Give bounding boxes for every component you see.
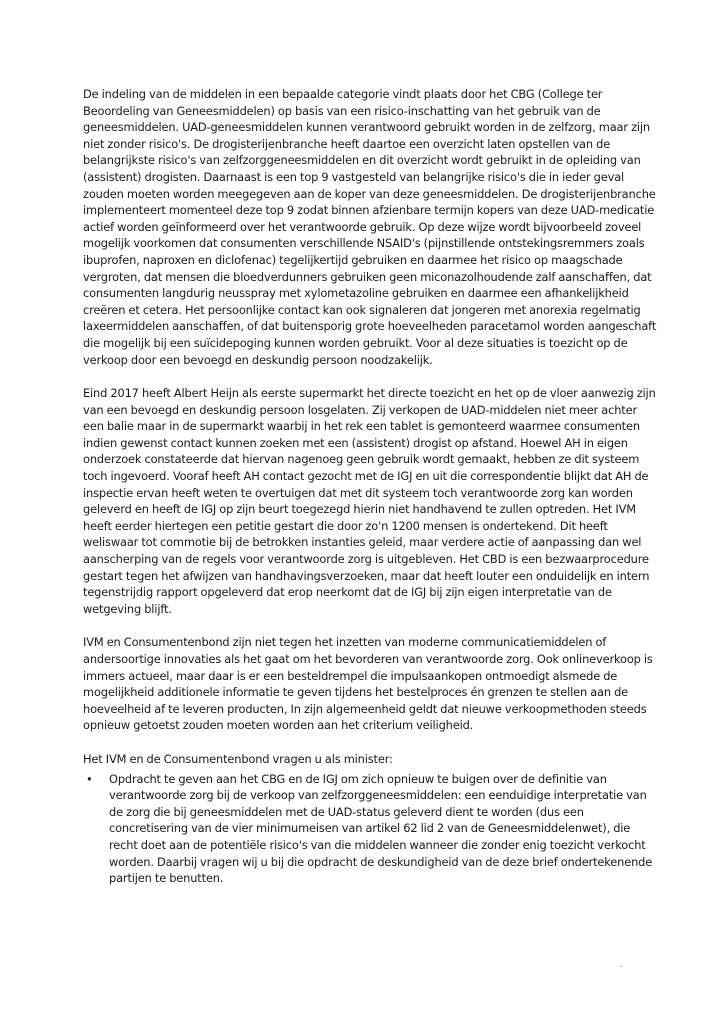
paragraph-albert-heijn: Eind 2017 heeft Albert Heijn als eerste supermarkt het directe toezicht en het op de vloer aanwezig zijn van een bevoegd en deskundig persoon losgelaten. Zij verkopen de UAD-middelen niet meer achter een balie maar in de supermarkt waarbij in het rek een tablet is gemonteerd waarmee consumenten indien gewenst contact kunnen zoeken met een (assistent) drogist op afstand. Hoewel AH in eigen onderzoek constateerde dat hiervan nagenoeg geen gebruik wordt gemaakt, hebben ze dit systeem toch ingevoerd. Vooraf heeft AH contact gezocht met de IGJ en uit die correspondentie blijkt dat AH de inspectie ervan heeft weten te overtuigen dat met dit systeem toch verantwoorde zorg kan worden geleverd en heeft de IGJ op zijn beurt toegezegd hierin niet handhavend te zullen optreden. Het IVM heeft eerder hiertegen een petitie gestart die door zo'n 1200 mensen is ondertekend. Dit heeft weliswaar tot commotie bij de betrokken instanties geleid, maar verdere actie of aanpassing dan wel aanscherping van de regels voor verantwoorde zorg is uitgebleven. Het CBD is een bezwaarprocedure gestart tegen het afwijzen van handhavingsverzoeken, maar dat heeft louter een onduidelijk en intern tegenstrijdig rapport opgeleverd dat erop neerkomt dat de IGJ bij zijn eigen interpretatie van de wetgeving blijft.	[83, 386, 656, 616]
bullet-icon: •	[86, 771, 93, 786]
scan-speck	[620, 965, 622, 967]
request-intro: Het IVM en de Consumentenbond vragen u als minister:	[83, 751, 393, 766]
paragraph-innovation: IVM en Consumentenbond zijn niet tegen het inzetten van moderne communicatiemiddelen of andersoortige innovaties als het gaat om het bevorderen van verantwoorde zorg. Ook onlineverkoop is immers actueel, maar daar is er een besteldrempel die impulsaankopen ontmoedigt alsmede de mogelijkheid additionele informatie te geven tijdens het bestelproces én grenzen te stellen aan de hoeveelheid af te leveren producten, In zijn algemeenheid geldt dat nieuwe verkoopmethoden steeds opnieuw getoetst zouden moeten worden aan het criterium veiligheid.	[83, 635, 653, 733]
list-item	[83, 771, 658, 887]
request-list	[83, 771, 658, 887]
list-item-text: Opdracht te geven aan het CBG en de IGJ om zich opnieuw te buigen over de definitie van verantwoorde zorg bij de verkoop van zelfzorggeneesmiddelen: een eenduidige interpretatie van de zorg die bij geneesmiddelen met de UAD-status geleverd dient te worden (dus een concretisering van de vier minimumeisen van artikel 62 lid 2 van de Geneesmiddelenwet), die recht doet aan de potentiële risico's van die middelen wanneer die zonder enig toezicht verkocht worden. Daarbij vragen wij u bij die opdracht de deskundigheid van de deze brief ondertekenende partijen te benutten.	[109, 771, 653, 886]
paragraph-risk-categories: De indeling van de middelen in een bepaalde categorie vindt plaats door het CBG (College ter Beoordeling van Geneesmiddelen) op basis van een risico-inschatting van het gebruik van de geneesmiddelen. UAD-geneesmiddelen kunnen verantwoord gebruikt worden in de zelfzorg, maar zijn niet zonder risico's. De drogisterijenbranche heeft daartoe een overzicht laten opstellen van de belangrijkste risico's van zelfzorggeneesmiddelen en dit overzicht wordt gebruikt in de opleiding van (assistent) drogisten. Daarnaast is een top 9 vastgesteld van belangrijke risico's die in ieder geval zouden moeten worden meegegeven aan de koper van deze geneesmiddelen. De drogisterijenbranche implementeert momenteel deze top 9 zodat binnen afzienbare termijn kopers van deze UAD-medicatie actief worden geïnformeerd over het verantwoorde gebruik. Op deze wijze wordt bijvoorbeeld zoveel mogelijk voorkomen dat consumenten verschillende NSAID's (pijnstillende ontstekingsremmers zoals ibuprofen, naproxen en diclofenac) tegelijkertijd gebruiken en daarmee het risico op maagschade vergroten, dat mensen die bloedverdunners gebruiken geen miconazolhoudende zalf aanschaffen, dat consumenten langdurig neusspray met xylometazoline gebruiken en daarmee een afhankelijkheid creëren et cetera. Het persoonlijke contact kan ook signaleren dat jongeren met anorexia regelmatig laxeermiddelen aanschaffen, of dat buitensporig grote hoeveelheden paracetamol worden aangeschaft die mogelijk bij een suïcidepoging kunnen worden gebruikt. Voor al deze situaties is toezicht op de verkoop door een bevoegd en deskundig persoon noodzakelijk.	[83, 87, 657, 367]
